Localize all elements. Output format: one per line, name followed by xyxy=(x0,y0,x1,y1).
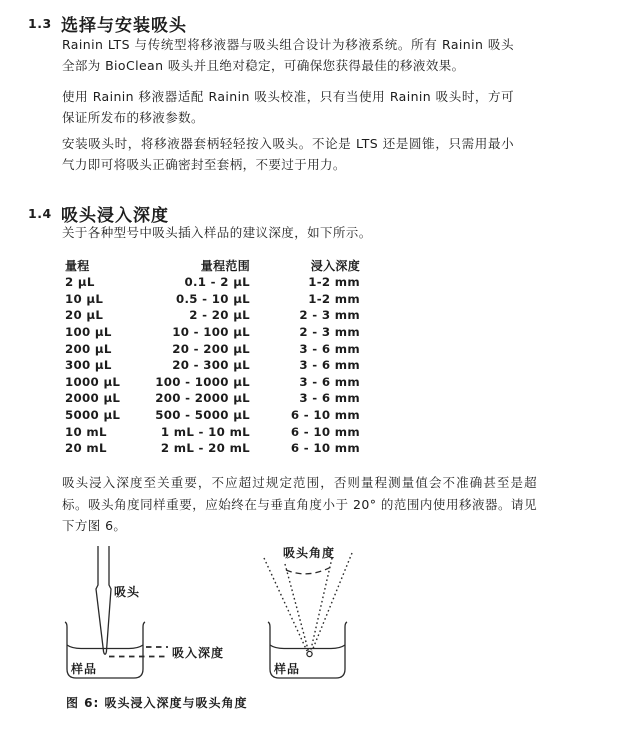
table-cell: 2 - 20 μL xyxy=(189,308,250,323)
table-cell: 100 - 1000 μL xyxy=(155,374,250,389)
table-row xyxy=(65,307,360,324)
table-cell: 2 - 3 mm xyxy=(299,325,360,340)
table-cell: 2000 μL xyxy=(65,391,121,406)
pipette-tip-end xyxy=(104,652,107,654)
table-cell: 6 - 10 mm xyxy=(290,441,360,456)
paragraph-depth-warning: 吸头浸入深度至关重要，不应超过规定范围，否则量程测量值会不准确甚至是超标。吸头角度同样重要，应始终在与垂直角度小于 20° 的范围内使用移液器。请见下方图 6。 xyxy=(62,475,537,533)
table-cell: 6 - 10 mm xyxy=(290,424,360,439)
section-1-4-title: 吸头浸入深度 xyxy=(61,206,169,226)
table-row xyxy=(65,291,360,308)
table-cell: 3 - 6 mm xyxy=(299,341,360,356)
table-header-row xyxy=(65,257,360,274)
column-header-range-span: 量程范围 xyxy=(200,259,250,273)
table-cell: 1 mL - 10 mL xyxy=(160,424,250,439)
paragraph-lts-intro: Rainin LTS 与传统型将移液器与吸头组合设计为移液系统。所有 Rainin 吸头全部为 BioClean 吸头并且绝对稳定，可确保您获得最佳的移液效果。 xyxy=(62,37,514,73)
table-row xyxy=(65,390,360,407)
table-cell: 1000 μL xyxy=(65,374,121,389)
paragraph-depth-intro: 关于各种型号中吸头插入样品的建议深度，如下所示。 xyxy=(62,225,372,240)
tip-point-circle xyxy=(307,651,312,656)
table-row xyxy=(65,407,360,424)
table-cell: 200 - 2000 μL xyxy=(155,391,250,406)
table-cell: 20 μL xyxy=(65,308,104,323)
table-row xyxy=(65,374,360,391)
angle-dotted-lines xyxy=(264,553,352,651)
table-cell: 10 - 100 μL xyxy=(172,325,250,340)
table-row xyxy=(65,324,360,341)
table-row xyxy=(65,423,360,440)
section-1-3-number: 1.3 xyxy=(28,16,52,31)
table-cell: 20 - 200 μL xyxy=(172,341,250,356)
figure-label-sample-right: 样品 xyxy=(274,662,301,676)
table-cell: 300 μL xyxy=(65,358,112,373)
table-cell: 0.5 - 10 μL xyxy=(175,291,250,306)
column-header-range: 量程 xyxy=(65,259,90,273)
table-cell: 10 mL xyxy=(65,424,107,439)
table-cell: 0.1 - 2 μL xyxy=(184,275,250,290)
table-cell: 3 - 6 mm xyxy=(299,358,360,373)
table-cell: 2 - 3 mm xyxy=(299,308,360,323)
table-row xyxy=(65,274,360,291)
table-cell: 5000 μL xyxy=(65,408,121,423)
table-cell: 10 μL xyxy=(65,291,104,306)
paragraph-install-tip: 安装吸头时，将移液器套柄轻轻按入吸头。不论是 LTS 还是圆锥，只需用最小气力即可将吸头正确密封至套柄，不要过于用力。 xyxy=(62,136,514,172)
figure-6-caption: 图 6: 吸头浸入深度与吸头角度 xyxy=(66,696,248,710)
angle-arc xyxy=(286,567,331,574)
table-cell: 200 μL xyxy=(65,341,112,356)
table-cell: 3 - 6 mm xyxy=(299,374,360,389)
column-header-depth: 浸入深度 xyxy=(310,259,360,273)
table-row xyxy=(65,440,360,457)
table-cell: 2 μL xyxy=(65,275,95,290)
table-cell: 500 - 5000 μL xyxy=(155,408,250,423)
figure-label-sample-left: 样品 xyxy=(71,662,98,676)
figure-label-angle: 吸头角度 xyxy=(283,546,336,560)
figure-label-tip: 吸头 xyxy=(114,585,141,599)
table-cell: 1-2 mm xyxy=(308,291,360,306)
figure-6-diagram xyxy=(55,540,395,692)
table-cell: 3 - 6 mm xyxy=(299,391,360,406)
section-1-4-number: 1.4 xyxy=(28,206,52,221)
liquid-level-left xyxy=(67,645,143,649)
table-cell: 20 mL xyxy=(65,441,107,456)
table-cell: 6 - 10 mm xyxy=(290,408,360,423)
pipette-tip-outline xyxy=(106,546,111,652)
section-1-3-title: 选择与安装吸头 xyxy=(61,16,187,36)
pipette-tip-outline xyxy=(96,546,104,652)
table-row xyxy=(65,357,360,374)
table-cell: 1-2 mm xyxy=(308,275,360,290)
table-row xyxy=(65,340,360,357)
table-cell: 100 μL xyxy=(65,325,112,340)
table-cell: 2 mL - 20 mL xyxy=(160,441,250,456)
figure-label-depth: 吸入深度 xyxy=(172,646,225,660)
paragraph-calibration: 使用 Rainin 移液器适配 Rainin 吸头校准，只有当使用 Rainin 吸头时，方可保证所发布的移液参数。 xyxy=(62,89,514,125)
immersion-depth-table xyxy=(65,257,360,457)
table-cell: 20 - 300 μL xyxy=(172,358,250,373)
